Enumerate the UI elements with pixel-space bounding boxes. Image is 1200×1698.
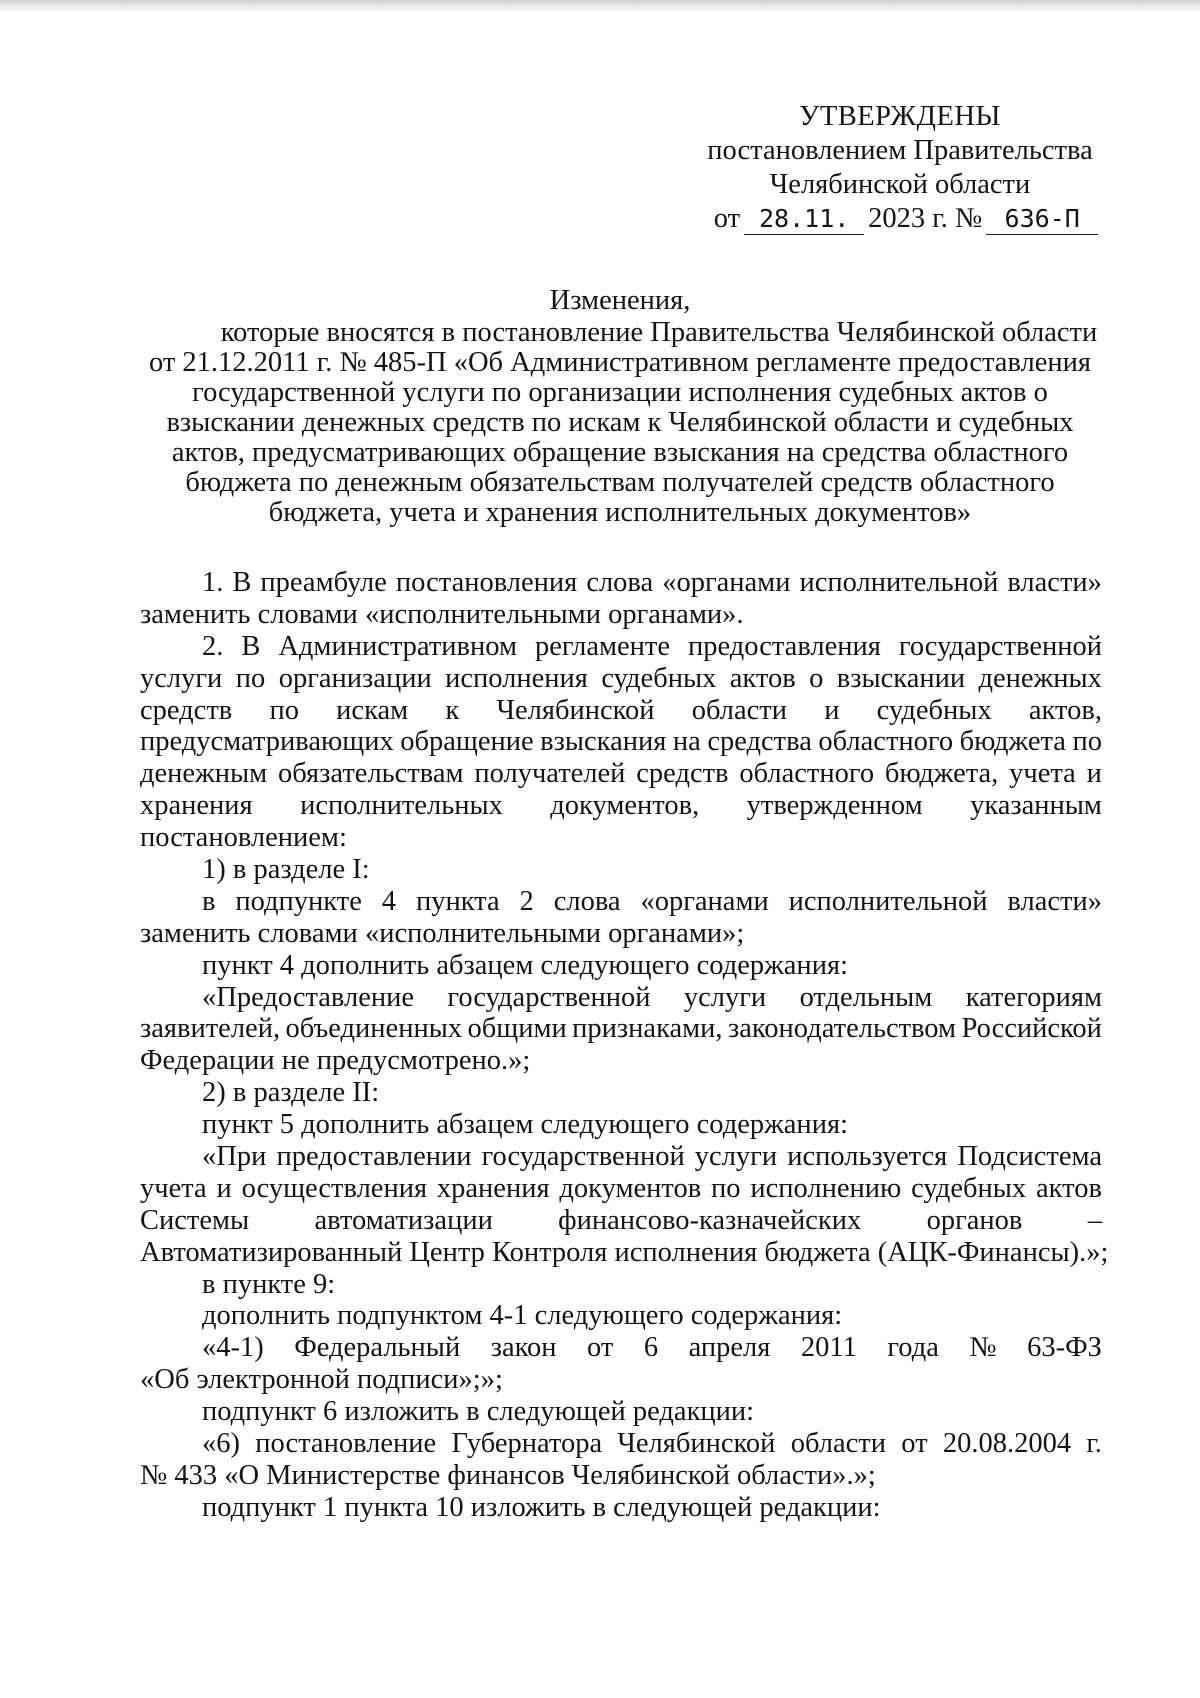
body-word: указанным: [970, 790, 1102, 822]
body-word: области: [790, 1428, 886, 1460]
body-line: [140, 1173, 1102, 1205]
body-word: и: [824, 694, 840, 726]
body-line: [140, 1141, 1102, 1173]
year-number-label: 2023 г. №: [868, 203, 983, 234]
body-word: исполнению: [750, 1172, 902, 1204]
date-field: 28.11.: [744, 204, 864, 235]
body-word: общими: [467, 1013, 567, 1045]
body-word: актов: [729, 662, 796, 694]
body-line: [140, 663, 1102, 695]
body-word: от: [901, 1428, 928, 1460]
body-word: обращение: [400, 726, 534, 758]
body-word: «органами: [640, 885, 769, 917]
body-word: апреля: [688, 1332, 771, 1364]
approval-stamp-block: [700, 100, 1100, 236]
body-line-text: Автоматизированный Центр Контроля исполнения бюджета (АЦК-Финансы).»;: [140, 1236, 1109, 1268]
body-word: судебных: [911, 1172, 1027, 1204]
body-line-text: Федерации не предусмотрено.»;: [140, 1045, 531, 1077]
body-word: от: [587, 1332, 614, 1364]
body-word: области: [691, 694, 787, 726]
body-word: предусматривающих: [140, 726, 394, 758]
body-word: исполнительной: [788, 885, 988, 917]
body-word: по: [1072, 726, 1102, 758]
body-word: судебных: [876, 694, 992, 726]
heading-line: государственной услуги по организации исполнения судебных актов о: [192, 377, 1048, 408]
heading-line: от 21.12.2011 г. № 485-П «Об Административном регламенте предоставления: [148, 347, 1092, 378]
body-word: о: [809, 662, 824, 694]
heading-line: бюджета, учета и хранения исполнительных документов»: [268, 497, 972, 528]
body-word: искам: [336, 694, 409, 726]
body-word: в: [202, 885, 216, 917]
body-word: Челябинской: [496, 694, 655, 726]
body-word: преамбуле: [260, 567, 387, 598]
body-word: Административном: [278, 630, 517, 662]
body-line: [140, 1300, 1102, 1332]
document-body: [140, 567, 1109, 1524]
body-word: 1.: [202, 567, 224, 598]
body-word: предоставлении: [276, 1141, 472, 1173]
heading-line: взыскании денежных средств по искам к Челябинской области и судебных: [166, 407, 1074, 438]
body-word: отдельным: [799, 981, 933, 1013]
body-line: [140, 1045, 1102, 1077]
body-word: денежных: [978, 662, 1102, 694]
date-prefix: от: [713, 203, 741, 234]
body-line: [140, 822, 1102, 854]
body-word: закон: [490, 1332, 557, 1364]
body-word: исполнительной: [799, 567, 999, 598]
body-word: объединенных: [285, 1013, 463, 1045]
body-word: утвержденном: [746, 790, 923, 822]
body-word: актов: [1036, 1172, 1102, 1204]
body-word: используется: [787, 1141, 948, 1173]
body-word: государственной: [447, 981, 651, 1013]
heading-line: актов, предусматривающих обращение взыскания на средства областного: [171, 437, 1069, 468]
body-word: В: [241, 630, 261, 662]
body-line: [140, 790, 1102, 822]
body-line: [140, 982, 1102, 1014]
body-word: подпункте: [235, 885, 362, 917]
body-line-text: 1) в разделе I:: [202, 854, 370, 886]
body-line-text: «Об электронной подписи»;»;: [140, 1364, 503, 1396]
body-word: получателей: [474, 758, 626, 790]
body-word: 2011: [800, 1332, 857, 1364]
body-line: [140, 1460, 1102, 1492]
body-line: [140, 1396, 1102, 1428]
body-word: постановления: [395, 567, 578, 598]
body-line: [140, 1269, 1102, 1301]
body-word: категориям: [965, 981, 1102, 1013]
body-word: учета: [140, 1172, 207, 1204]
body-word: государственной: [898, 630, 1102, 662]
body-word: Губернатора: [451, 1428, 603, 1460]
body-line-text: заменить словами «исполнительными органами»;: [140, 917, 745, 949]
number-field: 636-П: [986, 204, 1098, 235]
body-word: 63-ФЗ: [1027, 1332, 1102, 1364]
body-line: [140, 758, 1102, 790]
body-line-text: подпункт 6 изложить в следующей редакции:: [202, 1396, 755, 1428]
body-word: «При: [202, 1141, 267, 1173]
body-word: денежным: [140, 758, 268, 790]
body-line: [140, 918, 1102, 950]
heading-line: бюджета по денежным обязательствам получателей средств областного: [185, 467, 1055, 498]
body-word: В: [232, 567, 252, 598]
body-word: 2.: [202, 630, 224, 662]
body-word: бюджета,: [884, 758, 999, 790]
body-line: [140, 1428, 1102, 1460]
body-line: [140, 695, 1102, 727]
body-word: заявителей,: [140, 1013, 281, 1045]
body-word: исполнительных: [300, 790, 503, 822]
body-line: [140, 1332, 1102, 1364]
body-word: года: [887, 1332, 939, 1364]
body-word: Российской: [961, 1013, 1102, 1045]
body-word: законодательством: [727, 1013, 957, 1045]
body-line: [140, 599, 1102, 631]
approval-line-2: Челябинской области: [769, 169, 1031, 200]
body-word: органов: [926, 1204, 1023, 1236]
body-line-text: 2) в разделе II:: [202, 1077, 380, 1109]
body-line: [140, 726, 1102, 758]
body-word: финансово-казначейских: [558, 1204, 862, 1236]
body-word: слова: [553, 885, 621, 917]
body-line: [140, 1109, 1102, 1141]
body-word: слова: [586, 567, 654, 598]
approval-line-1: постановлением Правительства: [707, 135, 1093, 166]
body-word: учета: [1009, 758, 1076, 790]
body-word: признаками,: [572, 1013, 723, 1045]
body-word: услуги: [694, 1141, 778, 1173]
body-word: и: [1086, 758, 1102, 790]
body-word: Системы: [140, 1204, 250, 1236]
body-line: [140, 631, 1102, 663]
body-word: бюджета: [959, 726, 1066, 758]
body-word: 6: [643, 1332, 659, 1364]
body-word: власти»: [1007, 567, 1102, 598]
body-word: актов,: [1028, 694, 1102, 726]
body-word: осуществления: [241, 1172, 428, 1204]
body-word: №: [969, 1332, 997, 1364]
body-word: по: [711, 1172, 741, 1204]
body-line: [140, 950, 1102, 982]
heading-title: Изменения,: [549, 285, 691, 316]
body-word: «органами: [662, 567, 791, 598]
body-word: средств: [140, 694, 233, 726]
body-word: средства: [707, 726, 812, 758]
body-word: областного: [739, 758, 875, 790]
body-word: постановление: [255, 1428, 437, 1460]
body-word: по: [269, 694, 299, 726]
body-word: предоставления: [687, 630, 881, 662]
body-line: [140, 1236, 1109, 1269]
body-word: пункта: [415, 885, 500, 917]
body-line-text: постановлением:: [140, 822, 347, 854]
body-line-text: № 433 «О Министерстве финансов Челябинской области».»;: [140, 1459, 876, 1491]
heading-line: которые вносятся в постановление Правительства Челябинской области: [220, 317, 1098, 348]
body-line: [140, 567, 1102, 599]
body-word: хранения: [436, 1172, 550, 1204]
body-word: судебных: [601, 662, 717, 694]
body-word: услуги: [683, 981, 767, 1013]
body-line-text: дополнить подпунктом 4-1 следующего содержания:: [202, 1300, 843, 1332]
body-line: [140, 854, 1102, 886]
body-word: исполнения: [445, 662, 588, 694]
body-word: областного: [818, 726, 954, 758]
body-word: 20.08.2004: [942, 1428, 1072, 1460]
body-word: государственной: [481, 1141, 685, 1173]
body-line-text: пункт 4 дополнить абзацем следующего содержания:: [202, 949, 848, 981]
body-word: обязательствам: [278, 758, 464, 790]
document-heading: [140, 284, 1100, 528]
body-line: [140, 1205, 1102, 1237]
body-word: и: [216, 1172, 232, 1204]
body-line: [140, 1077, 1102, 1109]
body-line: [140, 886, 1102, 918]
approval-date-line: [706, 202, 1106, 236]
body-line: [140, 1492, 1102, 1524]
body-word: документов,: [550, 790, 700, 822]
body-word: власти»: [1007, 885, 1102, 917]
body-word: взыскании: [836, 662, 966, 694]
body-word: «4-1): [202, 1332, 264, 1364]
body-line-text: в пункте 9:: [202, 1268, 336, 1300]
approval-title: УТВЕРЖДЕНЫ: [799, 101, 1001, 132]
body-word: автоматизации: [314, 1204, 493, 1236]
body-line: [140, 1013, 1102, 1045]
body-word: на: [672, 726, 701, 758]
body-word: регламенте: [534, 630, 671, 662]
body-word: средств: [636, 758, 729, 790]
body-word: Челябинской: [617, 1428, 776, 1460]
body-line-text: пункт 5 дополнить абзацем следующего содержания:: [202, 1109, 848, 1141]
body-word: «Предоставление: [202, 981, 415, 1013]
body-word: г.: [1086, 1428, 1102, 1460]
body-word: –: [1087, 1204, 1102, 1236]
body-word: организации: [278, 662, 432, 694]
body-line-text: подпункт 1 пункта 10 изложить в следующей редакции:: [202, 1491, 881, 1523]
body-word: Федеральный: [294, 1332, 461, 1364]
body-word: по: [235, 662, 266, 694]
body-word: 4: [381, 885, 397, 917]
body-word: «6): [202, 1428, 240, 1460]
body-word: услуги: [140, 662, 223, 694]
body-word: хранения: [140, 790, 253, 822]
body-word: Подсистема: [957, 1141, 1102, 1173]
body-line-text: заменить словами «исполнительными органами».: [140, 598, 744, 630]
body-word: к: [445, 694, 460, 726]
body-line: [140, 1364, 1102, 1396]
body-word: документов: [559, 1172, 702, 1204]
body-word: 2: [519, 885, 534, 917]
body-word: взыскания: [540, 726, 667, 758]
